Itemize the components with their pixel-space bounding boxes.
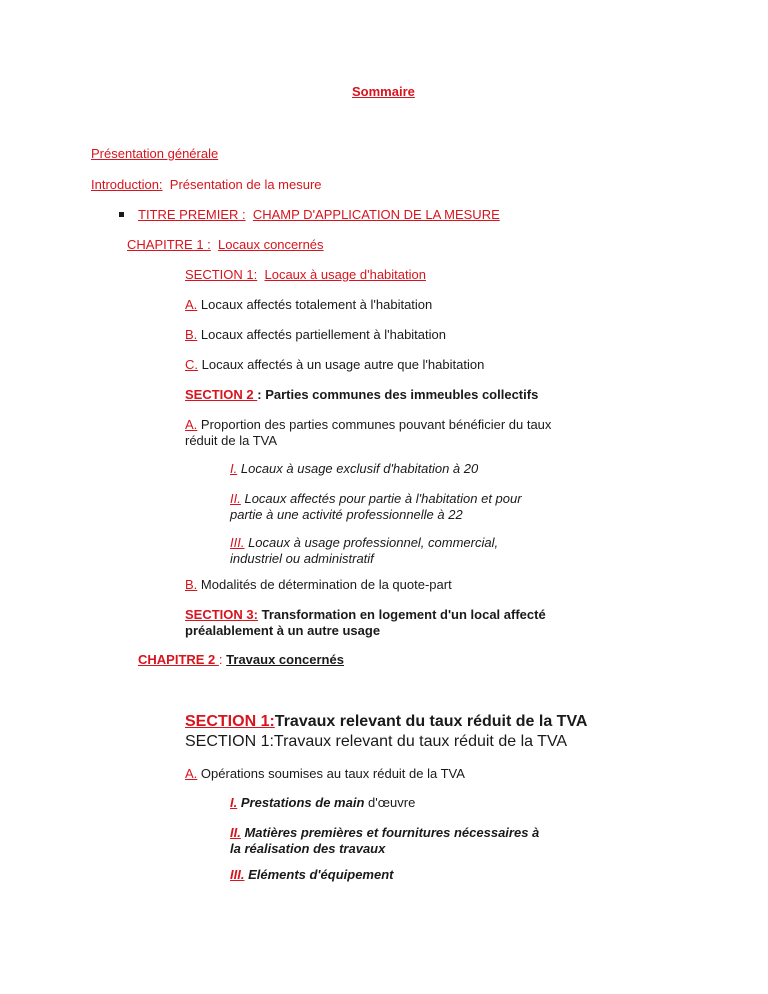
ch2-s1-a-iii-text: Eléments d'équipement: [248, 867, 394, 882]
ch2-s1-label: SECTION 1:: [185, 713, 275, 730]
ch1-s1-b-text: Locaux affectés partiellement à l'habitation: [200, 327, 446, 342]
ch2-s1-a-text: Opérations soumises au taux réduit de la TVA: [200, 766, 465, 781]
ch2-s1-a-label: A.: [185, 766, 198, 781]
bullet-square: [119, 212, 124, 217]
toc-ch1-s2-a[interactable]: [185, 417, 565, 449]
toc-ch1-s2-a-iii[interactable]: [230, 535, 540, 567]
ch1-s2-a-text: Proportion des parties communes pouvant bénéficier du taux réduit de la TVA: [185, 417, 552, 448]
toc-chapitre-2[interactable]: [138, 652, 344, 667]
ch1-s2-a-label: A.: [185, 417, 198, 432]
toc-introduction[interactable]: [91, 177, 322, 192]
chap1-label: CHAPITRE 1 :: [127, 237, 211, 252]
ch1-s1-text: Locaux à usage d'habitation: [264, 267, 426, 282]
chap1-text: Locaux concernés: [218, 237, 324, 252]
ch1-s1-label: SECTION 1:: [185, 267, 258, 282]
ch1-s1-c-label: C.: [185, 357, 198, 372]
ch1-s3-label: SECTION 3:: [185, 607, 258, 622]
toc-ch1-section-1[interactable]: [185, 267, 426, 282]
toc-ch2-s1-a-ii[interactable]: [230, 825, 540, 857]
ch2-s1-a-i-label: I.: [230, 795, 238, 810]
titre1-text: CHAMP D'APPLICATION DE LA MESURE: [252, 207, 500, 222]
ch2-s1-a-ii-text: Matières premières et fournitures nécessaires à la réalisation des travaux: [230, 825, 540, 856]
toc-ch1-s1-b[interactable]: [185, 327, 446, 342]
ch1-s1-a-text: Locaux affectés totalement à l'habitation: [200, 297, 433, 312]
toc-ch1-s2-a-i[interactable]: [230, 461, 478, 476]
ch2-s1-text: Travaux relevant du taux réduit de la TVA: [274, 713, 588, 730]
ch1-s2-a-i-text: Locaux à usage exclusif d'habitation à 20: [240, 461, 479, 476]
toc-presentation[interactable]: Présentation générale: [91, 146, 219, 161]
ch2-s1-a-ii-label: II.: [230, 825, 241, 840]
toc-ch1-section-3[interactable]: [185, 607, 585, 639]
toc-ch1-s2-b[interactable]: [185, 577, 452, 592]
toc-chapitre-1[interactable]: [127, 237, 324, 252]
ch1-s2-label: SECTION 2: [185, 387, 258, 402]
chap2-sep: :: [218, 652, 223, 667]
ch1-s2-a-i-label: I.: [230, 461, 238, 476]
toc-ch2-s1-a-i[interactable]: [230, 795, 415, 810]
chap2-text: Travaux concernés: [226, 652, 344, 667]
ch1-s2-a-iii-text: Locaux à usage professionnel, commercial, industriel ou administratif: [230, 535, 499, 566]
toc-ch2-s1-a-iii[interactable]: [230, 867, 393, 882]
toc-ch1-s1-c[interactable]: [185, 357, 484, 372]
toc-ch2-section-1[interactable]: [185, 713, 587, 731]
toc-ch1-section-2[interactable]: [185, 387, 538, 402]
ch1-s1-a-label: A.: [185, 297, 198, 312]
ch1-s2-b-label: B.: [185, 577, 198, 592]
titre1-label: TITRE PREMIER :: [138, 207, 246, 222]
intro-label: Introduction:: [91, 177, 163, 192]
toc-ch1-s2-a-ii[interactable]: [230, 491, 540, 523]
ch1-s1-c-text: Locaux affectés à un usage autre que l'habitation: [201, 357, 485, 372]
intro-text: Présentation de la mesure: [169, 177, 322, 192]
ch1-s2-b-text: Modalités de détermination de la quote-part: [200, 577, 452, 592]
chap2-label: CHAPITRE 2: [138, 652, 219, 667]
ch1-s2-a-ii-label: II.: [230, 491, 241, 506]
ch2-s1-a-iii-label: III.: [230, 867, 245, 882]
toc-ch2-s1-a[interactable]: [185, 766, 465, 781]
ch1-s2-text: : Parties communes des immeubles collectifs: [257, 387, 539, 402]
ch1-s2-a-ii-text: Locaux affectés pour partie à l'habitation et pour partie à une activité professionnelle à 22: [230, 491, 522, 522]
toc-titre-premier[interactable]: [138, 207, 500, 222]
ch1-s1-b-label: B.: [185, 327, 198, 342]
ch2-section-1-repeat: SECTION 1:Travaux relevant du taux réduit de la TVA: [185, 733, 568, 750]
toc-ch1-s1-a[interactable]: [185, 297, 432, 312]
ch2-s1-a-i-bold: Prestations de main: [240, 795, 365, 810]
ch2-s1-a-i-text: d'œuvre: [368, 795, 416, 810]
page-title[interactable]: Sommaire: [352, 84, 415, 99]
ch1-s2-a-iii-label: III.: [230, 535, 245, 550]
ch1-s3-text: Transformation en logement d'un local affecté préalablement à un autre usage: [185, 607, 546, 638]
